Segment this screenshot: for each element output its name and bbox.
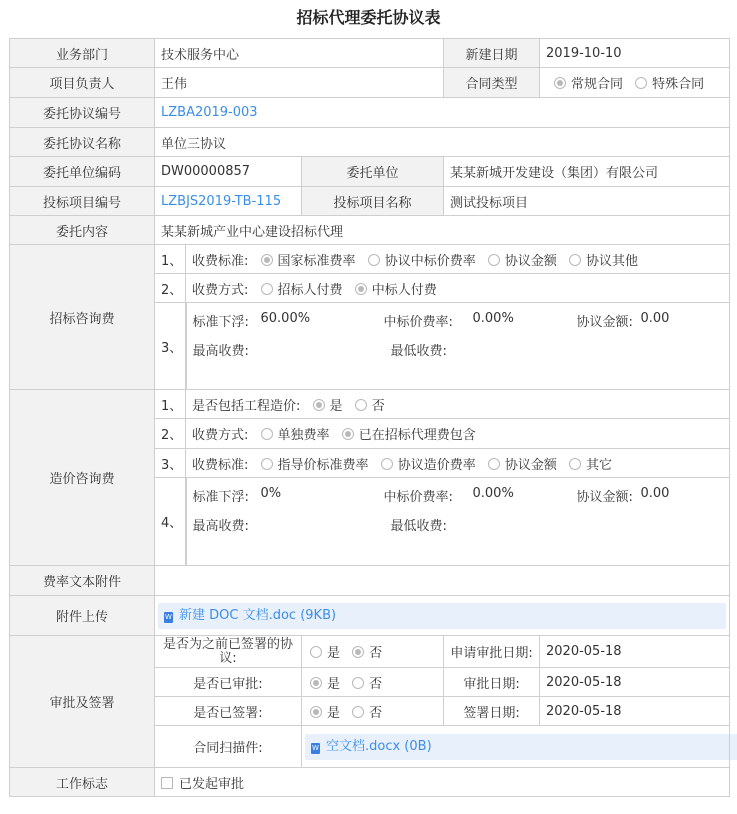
bid-fee-standard-opt-2: 协议中标价费率 (384, 253, 476, 269)
contract-type-label: 合同类型 (444, 68, 540, 98)
dept-label: 业务部门 (10, 39, 155, 68)
bid-fee-row1-num: 1、 (155, 245, 186, 274)
q2-opt-no: 否 (369, 676, 383, 692)
q3-date-value: 2020-05-18 (540, 697, 730, 726)
q2-label: 是否已审批: (155, 668, 302, 697)
cost-fee-standard-radio-1[interactable] (261, 458, 273, 470)
cost-fee-standard-label: 收费标准: (192, 457, 249, 473)
bid-fee-standard-label: 收费标准: (192, 253, 249, 269)
q1-options (302, 636, 444, 668)
agreement-no-label: 委托协议编号 (10, 98, 155, 128)
q2-date-label: 审批日期: (444, 668, 540, 697)
bid-fee-standard (186, 245, 730, 274)
content-value: 某某新城产业中心建设招标代理 (155, 216, 730, 245)
cost-fee-row4-num: 4、 (155, 478, 186, 566)
cost-fee-row3-num: 3、 (155, 449, 186, 478)
work-flag-check-label: 已发起审批 (179, 776, 245, 792)
word-doc-icon: W (165, 612, 172, 621)
bid-fee-method-radio-2[interactable] (355, 283, 367, 295)
upload-label: 附件上传 (10, 596, 155, 636)
cost-fee-standard (186, 449, 730, 478)
cost-fee-include-radio-yes[interactable] (313, 399, 325, 411)
bid-fee-amount-value: 0.00 (640, 310, 670, 326)
q1-radio-no[interactable] (352, 646, 364, 658)
cost-fee-standard-radio-3[interactable] (488, 458, 500, 470)
q1-radio-yes[interactable] (310, 646, 322, 658)
cost-fee-standard-opt-3: 协议金额 (504, 457, 557, 473)
contract-type-radio-regular[interactable] (554, 77, 566, 89)
page-title: 招标代理委托协议表 (296, 8, 441, 27)
q2-radio-no[interactable] (352, 677, 364, 689)
bid-fee-standard-opt-3: 协议金额 (504, 253, 557, 269)
rate-text-attach-label: 费率文本附件 (10, 566, 155, 596)
cost-fee-standard-radio-4[interactable] (569, 458, 581, 470)
word-doc-icon: W (312, 743, 319, 752)
bid-fee-method (186, 274, 730, 303)
q2-date-value: 2020-05-18 (540, 668, 730, 697)
cost-fee-max-label: 最高收费: (192, 518, 249, 534)
cost-fee-standard-opt-4: 其它 (586, 457, 613, 473)
cost-fee-min-label: 最低收费: (390, 518, 447, 534)
approval-label: 审批及签署 (10, 636, 155, 768)
q3-opt-no: 否 (369, 705, 383, 721)
bid-fee-label: 招标咨询费 (10, 245, 155, 390)
bid-fee-rate-label: 中标价费率: (383, 314, 453, 330)
unit-code-label: 委托单位编码 (10, 157, 155, 187)
cost-fee-rate-value: 0.00% (472, 485, 514, 501)
bid-fee-amount-label: 协议金额: (576, 314, 633, 330)
leader-value: 王伟 (155, 68, 444, 98)
cost-fee-include-radio-no[interactable] (355, 399, 367, 411)
cost-fee-amount-value: 0.00 (640, 485, 670, 501)
work-flag-label: 工作标志 (10, 768, 155, 797)
contract-type-opt2-label: 特殊合同 (652, 77, 705, 92)
new-date-label: 新建日期 (444, 39, 540, 68)
q3-date-label: 签署日期: (444, 697, 540, 726)
q1-label: 是否为之前已签署的协议: (155, 636, 302, 668)
cost-fee-method-radio-2[interactable] (342, 428, 354, 440)
agreement-no-link[interactable]: LZBA2019-003 (161, 105, 258, 120)
bid-fee-min-label: 最低收费: (390, 343, 447, 359)
cost-fee-rate-label: 中标价费率: (383, 489, 453, 505)
bid-fee-method-opt-1: 招标人付费 (277, 282, 343, 298)
bid-fee-standard-opt-1: 国家标准费率 (277, 253, 356, 269)
dept-value: 技术服务中心 (155, 39, 444, 68)
scan-file-name: 空文档.docx (0B) (326, 738, 432, 754)
cost-fee-standard-radio-2[interactable] (381, 458, 393, 470)
q1-opt-no: 否 (369, 646, 383, 661)
bid-fee-standard-radio-1[interactable] (261, 254, 273, 266)
cost-fee-standard-opt-1: 指导价标准费率 (277, 457, 369, 473)
bid-name-label: 投标项目名称 (302, 187, 444, 216)
bid-fee-float-value: 60.00% (260, 310, 311, 326)
bid-fee-method-radio-1[interactable] (261, 283, 273, 295)
q1-date-label: 申请审批日期: (444, 636, 540, 668)
bid-name-value: 测试投标项目 (444, 187, 730, 216)
cost-fee-amount-label: 协议金额: (576, 489, 633, 505)
bid-fee-method-label: 收费方式: (192, 282, 249, 298)
cost-fee-label: 造价咨询费 (10, 390, 155, 566)
agreement-name-label: 委托协议名称 (10, 128, 155, 157)
cost-fee-method-radio-1[interactable] (261, 428, 273, 440)
new-date-value: 2019-10-10 (540, 39, 730, 68)
scan-file-item[interactable] (305, 734, 737, 760)
bid-fee-standard-radio-4[interactable] (569, 254, 581, 266)
unit-label: 委托单位 (302, 157, 444, 187)
cost-fee-method (186, 419, 730, 449)
cost-fee-method-opt-1: 单独费率 (277, 428, 330, 443)
leader-label: 项目负责人 (10, 68, 155, 98)
rate-text-attach-value (155, 566, 730, 596)
cost-fee-float-label: 标准下浮: (192, 489, 249, 505)
q1-date-value: 2020-05-18 (540, 636, 730, 668)
cost-fee-method-opt-2: 已在招标代理费包含 (358, 428, 476, 443)
q3-opt-yes: 是 (327, 705, 341, 721)
bid-no-label: 投标项目编号 (10, 187, 155, 216)
q2-options (302, 668, 444, 697)
contract-type-options (540, 68, 730, 98)
q3-radio-no[interactable] (352, 706, 364, 718)
q3-radio-yes[interactable] (310, 706, 322, 718)
bid-fee-max-label: 最高收费: (192, 343, 249, 359)
cost-fee-detail (187, 479, 730, 565)
work-flag-checkbox[interactable] (161, 777, 173, 789)
cost-fee-float-value: 0% (260, 485, 282, 501)
upload-file-item[interactable] (158, 603, 726, 629)
scan-label: 合同扫描件: (155, 726, 302, 768)
cost-fee-standard-opt-2: 协议造价费率 (397, 457, 476, 473)
bid-fee-standard-radio-3[interactable] (488, 254, 500, 266)
unit-code-value: DW00000857 (155, 157, 302, 187)
bid-fee-row3-num: 3、 (155, 303, 186, 390)
cost-fee-row1-num: 1、 (155, 390, 186, 419)
agreement-form (9, 38, 730, 797)
upload-file-name: 新建 DOC 文档.doc (9KB) (179, 607, 337, 623)
cost-fee-include-label: 是否包括工程造价: (192, 398, 301, 414)
q3-label: 是否已签署: (155, 697, 302, 726)
content-label: 委托内容 (10, 216, 155, 245)
contract-type-radio-special[interactable] (635, 77, 647, 89)
cost-fee-method-label: 收费方式: (192, 428, 249, 443)
contract-type-opt1-label: 常规合同 (571, 77, 624, 92)
q1-opt-yes: 是 (327, 646, 341, 661)
q2-opt-yes: 是 (327, 676, 341, 692)
bid-fee-row2-num: 2、 (155, 274, 186, 303)
unit-value: 某某新城开发建设（集团）有限公司 (444, 157, 730, 187)
q2-radio-yes[interactable] (310, 677, 322, 689)
agreement-name-value: 单位三协议 (155, 128, 730, 157)
bid-fee-detail (187, 304, 730, 389)
bid-no-link[interactable]: LZBJS2019-TB-115 (161, 193, 282, 209)
cost-fee-include-opt-no: 否 (371, 398, 385, 414)
cost-fee-row2-num: 2、 (155, 419, 186, 449)
bid-fee-standard-radio-2[interactable] (368, 254, 380, 266)
bid-fee-float-label: 标准下浮: (192, 314, 249, 330)
bid-fee-rate-value: 0.00% (472, 310, 514, 326)
bid-fee-standard-opt-4: 协议其他 (586, 253, 639, 269)
q3-options (302, 697, 444, 726)
work-flag-value (155, 768, 730, 797)
cost-fee-include (186, 390, 730, 419)
cost-fee-include-opt-yes: 是 (329, 398, 343, 414)
bid-fee-method-opt-2: 中标人付费 (371, 282, 437, 298)
